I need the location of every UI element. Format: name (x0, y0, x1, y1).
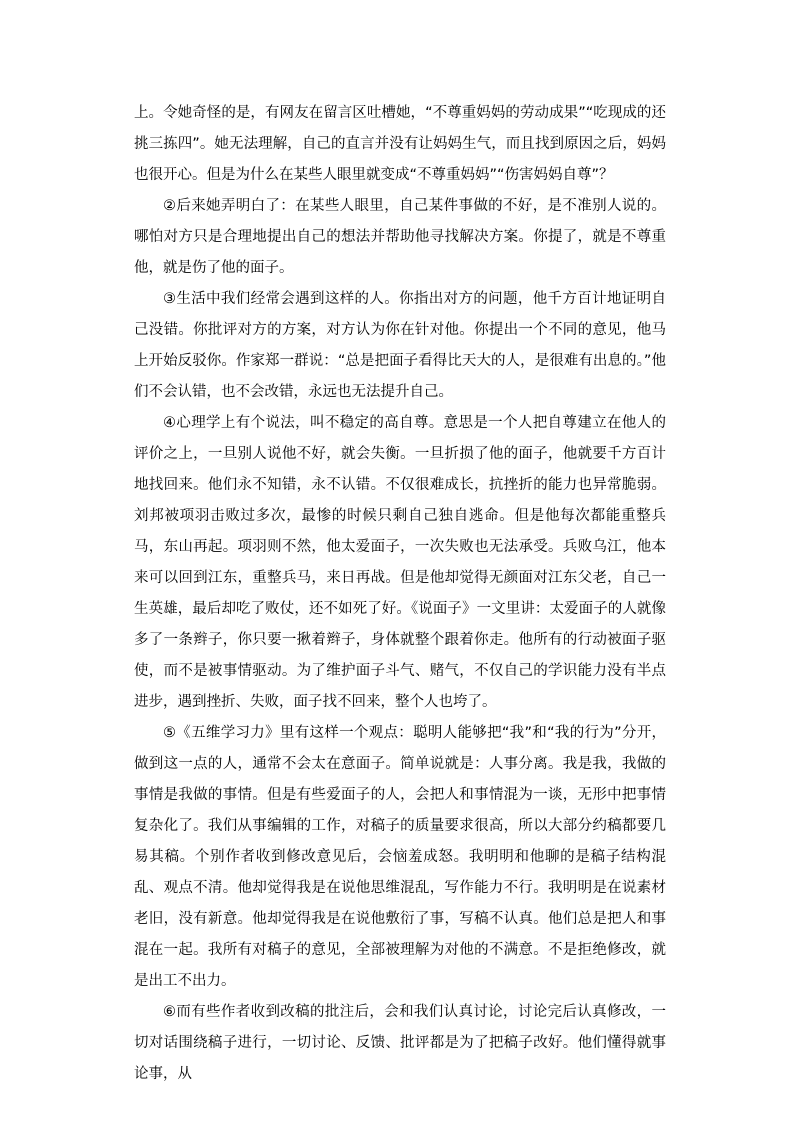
paragraph-5: ⑤《五维学习力》里有这样一个观点：聪明人能够把“我”和“我的行为”分开，做到这一点的人，通常不会太在意面子。简单说就是：人事分离。我是我，我做的事情是我做的事情。但是有些爱面子的人，会把人和事情混为一谈，无形中把事情复杂化了。我们从事编辑的工作，对稿子的质量要求很高，所以大部分约稿都要几易其稿。个别作者收到修改意见后，会恼羞成怒。我明明和他聊的是稿子结构混乱、观点不清。他却觉得我是在说他思维混乱，写作能力不行。我明明是在说素材老旧，没有新意。他却觉得我是在说他敷衍了事，写稿不认真。他们总是把人和事混在一起。我所有对稿子的意见，全部被理解为对他的不满意。不是拒绝修改，就是出工不出力。 (134, 725, 666, 989)
paragraph-continuation: 上。令她奇怪的是，有网友在留言区吐槽她，“不尊重妈妈的劳动成果”“吃现成的还挑三拣四”。她无法理解，自己的直言并没有让妈妈生气，而且找到原因之后，妈妈也很开心。但是为什么在某些人眼里就变成“不尊重妈妈”“伤害妈妈自尊”？ (134, 105, 666, 183)
paragraph-6: ⑥而有些作者收到改稿的批注后，会和我们认真讨论，讨论完后认真修改，一切对话围绕稿子进行，一切讨论、反馈、批评都是为了把稿子改好。他们懂得就事论事，从 (134, 1004, 666, 1082)
paragraph-2: ②后来她弄明白了：在某些人眼里，自己某件事做的不好，是不准别人说的。哪怕对方只是合理地提出自己的想法并帮助他寻找解决方案。你提了，就是不尊重他，就是伤了他的面子。 (134, 198, 666, 276)
article-body (134, 98, 666, 1090)
paragraph-3: ③生活中我们经常会遇到这样的人。你指出对方的问题，他千方百计地证明自己没错。你批评对方的方案，对方认为你在针对他。你提出一个不同的意见，他马上开始反驳你。作家郑一群说：“总是把面子看得比天大的人，是很难有出息的。”他们不会认错，也不会改错，永远也无法提升自己。 (134, 291, 666, 400)
paragraph-4: ④心理学上有个说法，叫不稳定的高自尊。意思是一个人把自尊建立在他人的评价之上，一旦别人说他不好，就会失衡。一旦折损了他的面子，他就要千方百计地找回来。他们永不知错，永不认错。不仅很难成长，抗挫折的能力也异常脆弱。刘邦被项羽击败过多次，最惨的时候只剩自己独自逃命。但是他每次都能重整兵马，东山再起。项羽则不然，他太爱面子，一次失败也无法承受。兵败乌江，他本来可以回到江东，重整兵马，来日再战。但是他却觉得无颜面对江东父老，自己一生英雄，最后却吃了败仗，还不如死了好。《说面子》一文里讲：太爱面子的人就像多了一条辫子，你只要一揪着辫子，身体就整个跟着你走。他所有的行动被面子驱使，而不是被事情驱动。为了维护面子斗气、赌气，不仅自己的学识能力没有半点进步，遇到挫折、失败，面子找不回来，整个人也垮了。 (134, 415, 666, 710)
